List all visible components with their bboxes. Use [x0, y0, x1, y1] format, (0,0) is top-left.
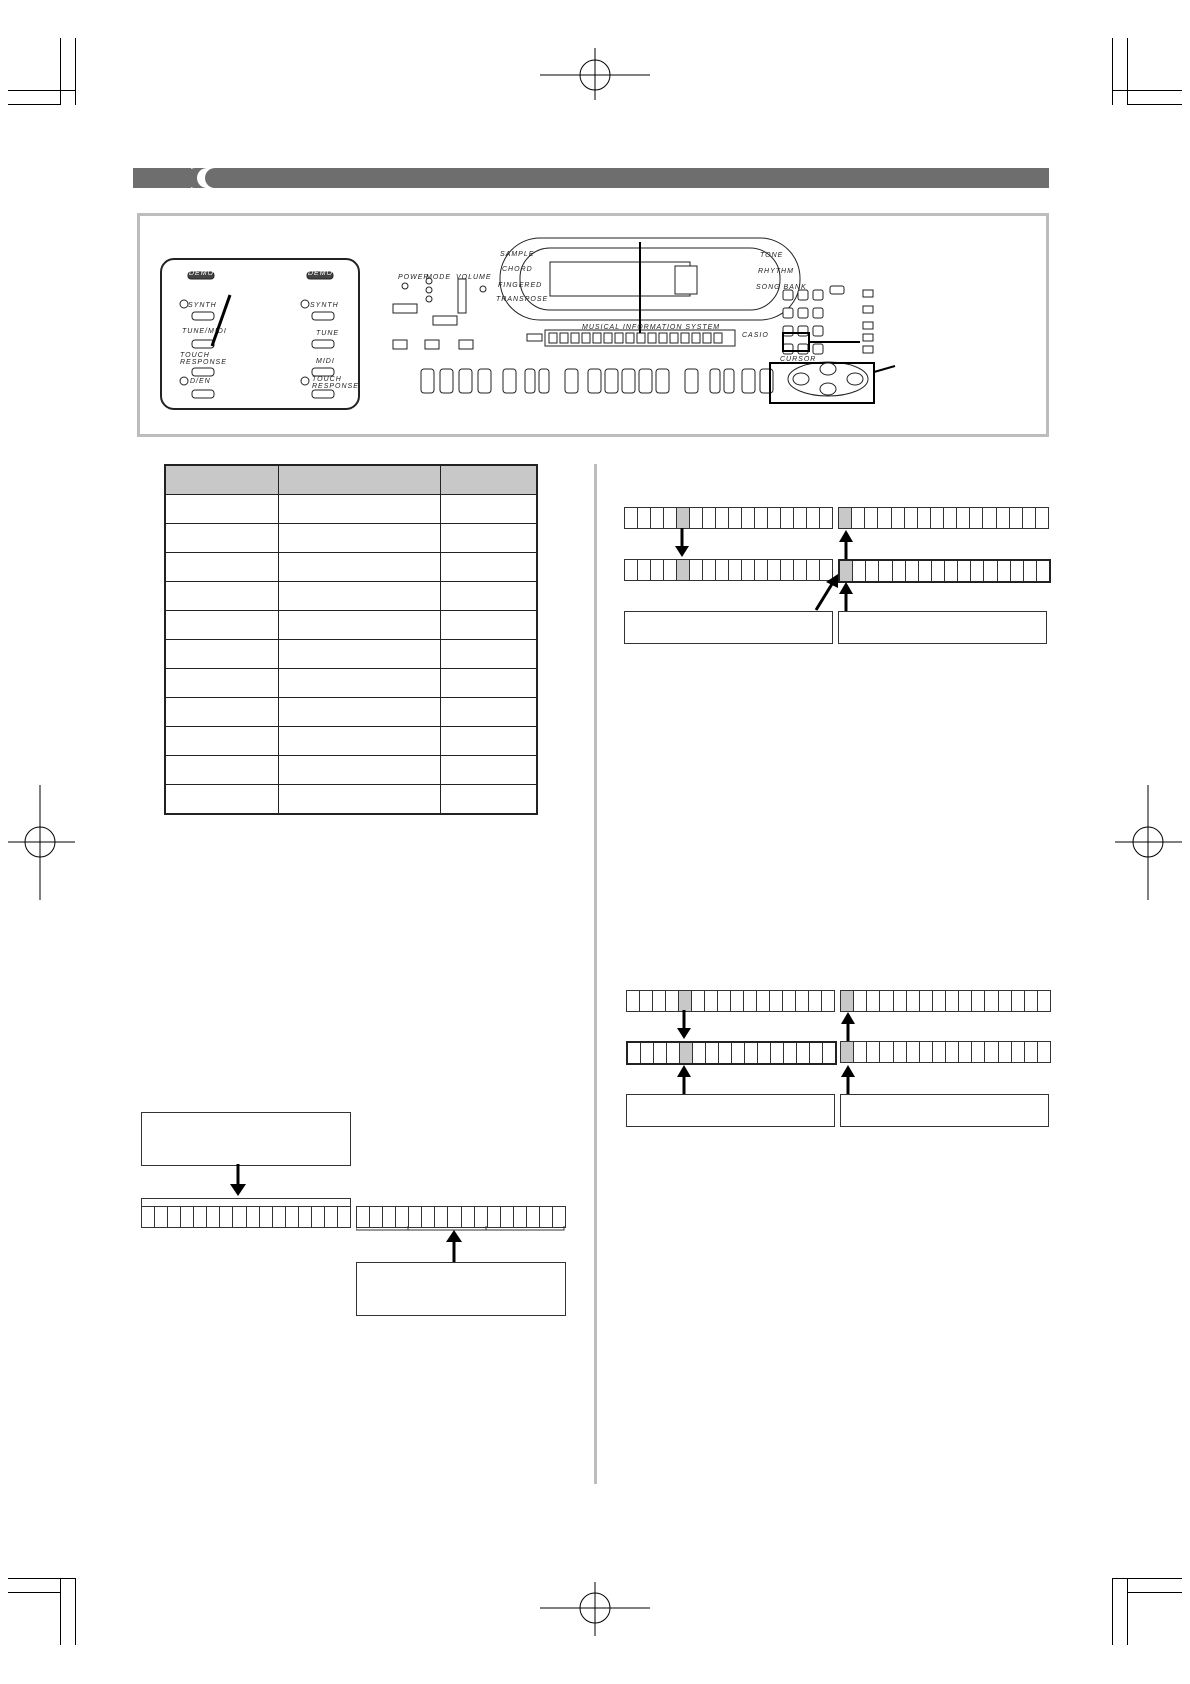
table-cell — [165, 640, 278, 669]
table-cell — [278, 495, 440, 524]
label-power: POWER — [398, 274, 430, 281]
settings-table — [164, 464, 538, 815]
diagram-label-box — [838, 611, 1047, 644]
header-bar — [133, 168, 1049, 188]
table-row — [165, 640, 537, 669]
table-row — [165, 582, 537, 611]
table-cell — [278, 669, 440, 698]
lcd-character-row — [356, 1206, 566, 1228]
table-row — [165, 669, 537, 698]
lcd-character-row — [141, 1206, 351, 1228]
callout-label-synth-right: SYNTH — [310, 302, 339, 309]
table-row — [165, 524, 537, 553]
label-fingered: FINGERED — [498, 282, 543, 289]
callout-label-demo-left: DEMO — [189, 270, 214, 277]
lcd-character-row — [840, 1041, 1051, 1063]
table-cell — [441, 553, 538, 582]
table-cell — [165, 756, 278, 785]
diagram-label-box — [356, 1262, 566, 1316]
table-cell — [441, 698, 538, 727]
table-cell — [441, 582, 538, 611]
callout-label-den: D/EN — [190, 378, 211, 385]
table-cell — [165, 698, 278, 727]
down-arrow-icon — [674, 1010, 694, 1042]
table-cell — [165, 727, 278, 756]
table-row — [165, 553, 537, 582]
lcd-character-row — [624, 559, 833, 581]
table-header-row — [165, 465, 537, 495]
label-chord: CHORD — [502, 266, 533, 273]
lcd-character-row — [626, 1041, 837, 1065]
up-arrow-icon — [442, 1228, 466, 1262]
lcd-character-row — [626, 990, 835, 1012]
callout-label-tune-midi: TUNE/MIDI — [182, 328, 227, 335]
table-row — [165, 727, 537, 756]
table-header-cell — [165, 465, 278, 495]
table-cell — [441, 669, 538, 698]
button-callout — [160, 258, 360, 410]
down-arrow-icon — [226, 1164, 250, 1198]
table-row — [165, 785, 537, 815]
table-cell — [278, 698, 440, 727]
table-cell — [441, 524, 538, 553]
table-cell — [165, 495, 278, 524]
callout-label-touch-left: TOUCH RESPONSE — [180, 352, 227, 366]
lcd-character-row — [624, 507, 833, 529]
callout-label-synth-left: SYNTH — [188, 302, 217, 309]
up-arrow-icon — [838, 1010, 858, 1042]
table-cell — [441, 640, 538, 669]
callout-label-touch-right: TOUCH RESPONSE — [312, 376, 359, 390]
label-volume: VOLUME — [456, 274, 492, 281]
table-header-cell — [278, 465, 440, 495]
table-cell — [441, 756, 538, 785]
label-tone: TONE — [760, 252, 784, 259]
table-row — [165, 495, 537, 524]
table-cell — [278, 553, 440, 582]
table-cell — [165, 669, 278, 698]
keyboard-panel-figure — [137, 213, 1049, 437]
table-cell — [441, 611, 538, 640]
label-sample: SAMPLE — [500, 251, 535, 258]
lcd-character-row — [838, 507, 1049, 529]
down-arrow-icon — [672, 528, 692, 560]
lcd-character-row — [840, 990, 1051, 1012]
header-bar-graphic — [133, 168, 1049, 188]
up-arrow-icon — [838, 1063, 858, 1095]
table-cell — [278, 640, 440, 669]
table-cell — [165, 785, 278, 815]
table-cell — [278, 785, 440, 815]
up-arrow-icon — [836, 580, 856, 612]
diagram-label-box — [840, 1094, 1049, 1127]
table-row — [165, 698, 537, 727]
label-cursor: CURSOR — [780, 356, 817, 363]
callout-label-midi-right: MIDI — [316, 358, 335, 365]
callout-label-demo-right: DEMO — [308, 270, 333, 277]
table-cell — [278, 756, 440, 785]
table-row — [165, 756, 537, 785]
up-arrow-icon — [836, 528, 856, 560]
table-header-cell — [441, 465, 538, 495]
table-cell — [441, 495, 538, 524]
table-cell — [441, 785, 538, 815]
table-cell — [441, 727, 538, 756]
table-row — [165, 611, 537, 640]
table-cell — [165, 553, 278, 582]
table-cell — [278, 582, 440, 611]
label-brand: CASIO — [742, 332, 769, 339]
label-mode: MODE — [426, 274, 451, 281]
table-cell — [165, 611, 278, 640]
column-divider — [594, 464, 597, 1484]
lcd-character-row — [838, 559, 1051, 583]
diagram-label-box — [624, 611, 833, 644]
diagram-label-box — [626, 1094, 835, 1127]
up-arrow-icon — [674, 1063, 694, 1095]
diagram-label-box — [141, 1112, 351, 1166]
label-rhythm: RHYTHM — [758, 268, 794, 275]
table-cell — [278, 524, 440, 553]
label-transpose: TRANSPOSE — [496, 296, 549, 303]
display-caption: MUSICAL INFORMATION SYSTEM — [582, 324, 721, 331]
table-cell — [165, 582, 278, 611]
table-cell — [278, 611, 440, 640]
label-song-bank: SONG BANK — [756, 284, 807, 291]
table-cell — [165, 524, 278, 553]
callout-label-tune-right: TUNE — [316, 330, 340, 337]
table-cell — [278, 727, 440, 756]
